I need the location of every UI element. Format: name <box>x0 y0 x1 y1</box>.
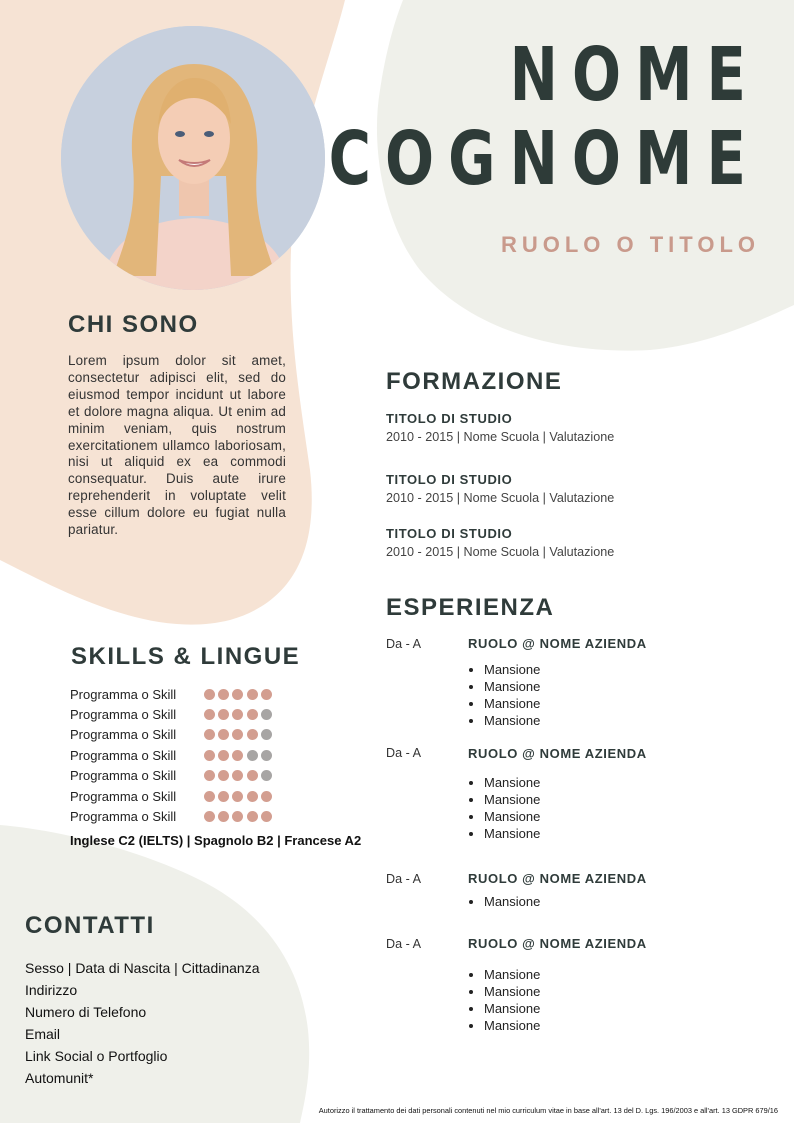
experience-task: • Mansione <box>484 1000 540 1017</box>
rating-dot-filled <box>218 689 229 700</box>
rating-dot-filled <box>247 729 258 740</box>
skill-row <box>70 704 300 724</box>
experience-period: Da - A <box>386 637 421 651</box>
experience-role: RUOLO @ NOME AZIENDA <box>468 871 647 886</box>
experience-task: • Mansione <box>484 808 540 825</box>
experience-task: • Mansione <box>484 983 540 1000</box>
education-degree: TITOLO DI STUDIO <box>386 472 513 487</box>
skill-rating <box>204 791 272 802</box>
portrait-illustration <box>61 26 325 290</box>
experience-period: Da - A <box>386 872 421 886</box>
rating-dot-filled <box>247 811 258 822</box>
rating-dot-filled <box>232 729 243 740</box>
skill-label: Programma o Skill <box>70 707 177 723</box>
rating-dot-empty <box>261 709 272 720</box>
rating-dot-filled <box>247 791 258 802</box>
education-item <box>386 526 614 559</box>
rating-dot-filled <box>204 770 215 781</box>
rating-dot-filled <box>247 689 258 700</box>
experience-role: RUOLO @ NOME AZIENDA <box>468 746 647 761</box>
experience-role: RUOLO @ NOME AZIENDA <box>468 936 647 951</box>
rating-dot-filled <box>218 791 229 802</box>
experience-task-list <box>467 774 540 842</box>
rating-dot-filled <box>218 709 229 720</box>
experience-task-list <box>467 893 540 910</box>
rating-dot-empty <box>261 770 272 781</box>
skills-title: SKILLS & LINGUE <box>71 643 301 670</box>
languages: Inglese C2 (IELTS) | Spagnolo B2 | Francese A2 <box>70 833 362 848</box>
rating-dot-filled <box>218 750 229 761</box>
skill-label: Programma o Skill <box>70 727 177 743</box>
experience-task: • Mansione <box>484 893 540 910</box>
education-item <box>386 411 614 444</box>
skill-label: Programma o Skill <box>70 809 177 825</box>
experience-task: • Mansione <box>484 661 540 678</box>
rating-dot-filled <box>232 770 243 781</box>
rating-dot-filled <box>261 811 272 822</box>
experience-task-list <box>467 661 540 729</box>
skill-label: Programma o Skill <box>70 747 177 763</box>
contacts-list <box>25 958 260 1090</box>
rating-dot-empty <box>247 750 258 761</box>
rating-dot-filled <box>204 791 215 802</box>
skill-row <box>70 806 300 826</box>
job-title: RUOLO O TITOLO <box>500 232 760 257</box>
skills-list <box>70 684 300 827</box>
education-degree: TITOLO DI STUDIO <box>386 411 513 426</box>
contact-phone: Numero di Telefono <box>25 1004 147 1020</box>
skill-row <box>70 786 300 806</box>
rating-dot-empty <box>261 750 272 761</box>
first-name: NOME <box>509 32 760 118</box>
experience-task-list <box>467 966 540 1034</box>
skill-rating <box>204 811 272 822</box>
rating-dot-filled <box>247 709 258 720</box>
experience-task: • Mansione <box>484 825 540 842</box>
rating-dot-filled <box>204 750 215 761</box>
contact-driving: Automunit* <box>25 1070 94 1086</box>
skill-row <box>70 684 300 704</box>
rating-dot-filled <box>218 811 229 822</box>
skill-label: Programma o Skill <box>70 768 177 784</box>
rating-dot-filled <box>232 689 243 700</box>
about-text: Lorem ipsum dolor sit amet, consectetur adipisci elit, sed do eiusmod tempor incidunt ut labore et dolore magna aliqua. Ut enim ad minim veniam, quis nostrum exercitationem ullamco laboriosam, nisi ut aliquid ex ea commodi consequatur. Duis aute irure reprehenderit in voluptate velit esse cillum dolore eu fugiat nulla pariatur. <box>68 353 286 538</box>
skill-label: Programma o Skill <box>70 788 177 804</box>
contact-personal-info: Sesso | Data di Nascita | Cittadinanza <box>25 960 260 976</box>
rating-dot-filled <box>232 791 243 802</box>
experience-task: • Mansione <box>484 695 540 712</box>
contact-social-link: Link Social o Portfoglio <box>25 1048 168 1064</box>
skill-rating <box>204 729 272 740</box>
skill-row <box>70 766 300 786</box>
experience-task: • Mansione <box>484 966 540 983</box>
experience-task: • Mansione <box>484 1017 540 1034</box>
experience-task: • Mansione <box>484 774 540 791</box>
rating-dot-filled <box>232 709 243 720</box>
rating-dot-filled <box>232 811 243 822</box>
education-detail: 2010 - 2015 | Nome Scuola | Valutazione <box>386 491 615 505</box>
experience-title: ESPERIENZA <box>386 594 555 621</box>
experience-role: RUOLO @ NOME AZIENDA <box>468 636 647 651</box>
rating-dot-filled <box>204 689 215 700</box>
last-name: COGNOME <box>328 116 760 202</box>
skill-row <box>70 745 300 765</box>
skill-rating <box>204 689 272 700</box>
experience-period: Da - A <box>386 746 421 760</box>
rating-dot-filled <box>218 729 229 740</box>
rating-dot-filled <box>204 709 215 720</box>
experience-task: • Mansione <box>484 678 540 695</box>
contact-address: Indirizzo <box>25 982 78 998</box>
privacy-footer: Autorizzo il trattamento dei dati personali contenuti nel mio curriculum vitae in base all'art. 13 del D. Lgs. 196/2003 e all'art. 13 GDPR 679/16 <box>318 1106 778 1115</box>
education-item <box>386 472 614 505</box>
contact-email: Email <box>25 1026 61 1042</box>
skill-rating <box>204 709 272 720</box>
rating-dot-filled <box>232 750 243 761</box>
rating-dot-empty <box>261 729 272 740</box>
education-degree: TITOLO DI STUDIO <box>386 526 513 541</box>
experience-task: • Mansione <box>484 712 540 729</box>
contacts-title: CONTATTI <box>25 912 155 939</box>
skill-label: Programma o Skill <box>70 686 177 702</box>
skill-rating <box>204 750 272 761</box>
rating-dot-filled <box>218 770 229 781</box>
about-title: CHI SONO <box>68 311 199 338</box>
experience-period: Da - A <box>386 937 421 951</box>
rating-dot-filled <box>247 770 258 781</box>
experience-task: • Mansione <box>484 791 540 808</box>
rating-dot-filled <box>261 791 272 802</box>
rating-dot-filled <box>204 729 215 740</box>
rating-dot-filled <box>204 811 215 822</box>
skill-row <box>70 725 300 745</box>
education-detail: 2010 - 2015 | Nome Scuola | Valutazione <box>386 545 615 559</box>
rating-dot-filled <box>261 689 272 700</box>
profile-photo <box>61 26 325 290</box>
education-title: FORMAZIONE <box>386 368 563 395</box>
skill-rating <box>204 770 272 781</box>
education-detail: 2010 - 2015 | Nome Scuola | Valutazione <box>386 430 615 444</box>
